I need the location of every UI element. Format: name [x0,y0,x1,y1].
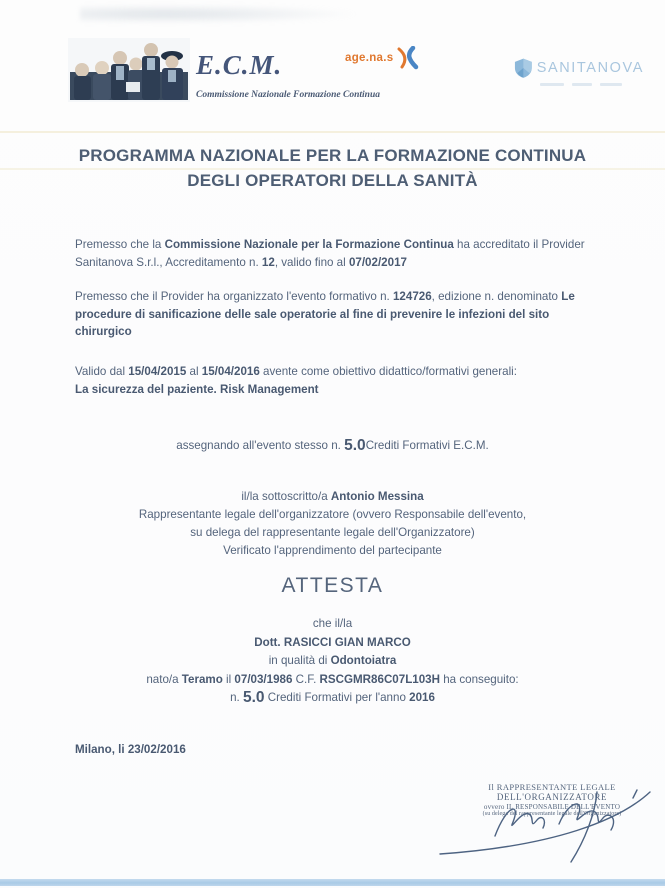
document-title-line1: PROGRAMMA NAZIONALE PER LA FORMAZIONE CONTINUA [78,146,587,165]
ecm-subtitle: Commissione Nazionale Formazione Continua [196,90,380,100]
sanitanova-logo [514,57,644,86]
agenas-logo-text: age.na.s [345,52,394,64]
recipient-name: Dott. RASICCI GIAN MARCO [254,635,411,649]
sanitanova-logo-text: SANITANOVA [536,60,644,76]
sanitanova-tagline [540,83,644,86]
ecm-logo-text: E.C.M. [196,50,283,80]
paragraph-validity: Valido dal 15/04/2015 al 15/04/2016 avente come obiettivo didattico/formativi generali: La sicurezza del paziente. Risk Management [75,365,517,396]
sanitanova-shield-icon [514,57,533,79]
paragraph-event: Premesso che il Provider ha organizzato l'evento formativo n. 124726, edizione n. denominato Le procedure di sanificazione delle sale operatorie al fine di prevenire le infezioni del sito chirurgico [75,290,575,338]
declarer-block: il/la sottoscritto/a Antonio Messina Rappresentante legale dell'organizzatore (ovvero Responsabile dell'evento, su delega del rappresentante legale dell'Organizzatore) Verificato l'apprendimento del partecipante [138,490,527,557]
recipient-intro: che il/la [312,617,353,630]
agenas-logo [345,46,420,70]
scan-smudge [80,4,360,24]
recipient-block: che il/la Dott. RASICCI GIAN MARCO in qualità di Odontoiatra nato/a Teramo il 07/03/1986 C.F. RSCGMR86C07L103H ha conseguito: n. 5.0 Crediti Formativi per l'anno 2016 [0,615,665,708]
handwritten-signature [435,788,660,868]
document-title-line2: DEGLI OPERATORI DELLA SANITÀ [187,171,478,190]
page-bottom-edge [0,879,665,886]
scan-line [0,131,665,133]
signature-title-block: Il RAPPRESENTANTE LEGALE DELL'ORGANIZZATORE ovvero IL RESPONSABILE DELL'EVENTO (su delega del rappresentante legale dell'Organizzatore) [482,782,622,817]
credits-assignment-line: assegnando all'evento stesso n. 5.0Crediti Formativi E.C.M. [176,437,489,454]
ecm-group-photo [68,38,190,102]
document-title [0,143,665,193]
paragraph-accreditation: Premesso che la Commissione Nazionale per la Formazione Continua ha accreditato il Provider Sanitanova S.r.l., Accreditamento n. 12, valido fino al 07/02/2017 [75,238,585,269]
place-and-date: Milano, li 23/02/2016 [75,743,186,756]
attesta-heading: ATTESTA [281,574,384,597]
agenas-x-icon [396,46,420,70]
